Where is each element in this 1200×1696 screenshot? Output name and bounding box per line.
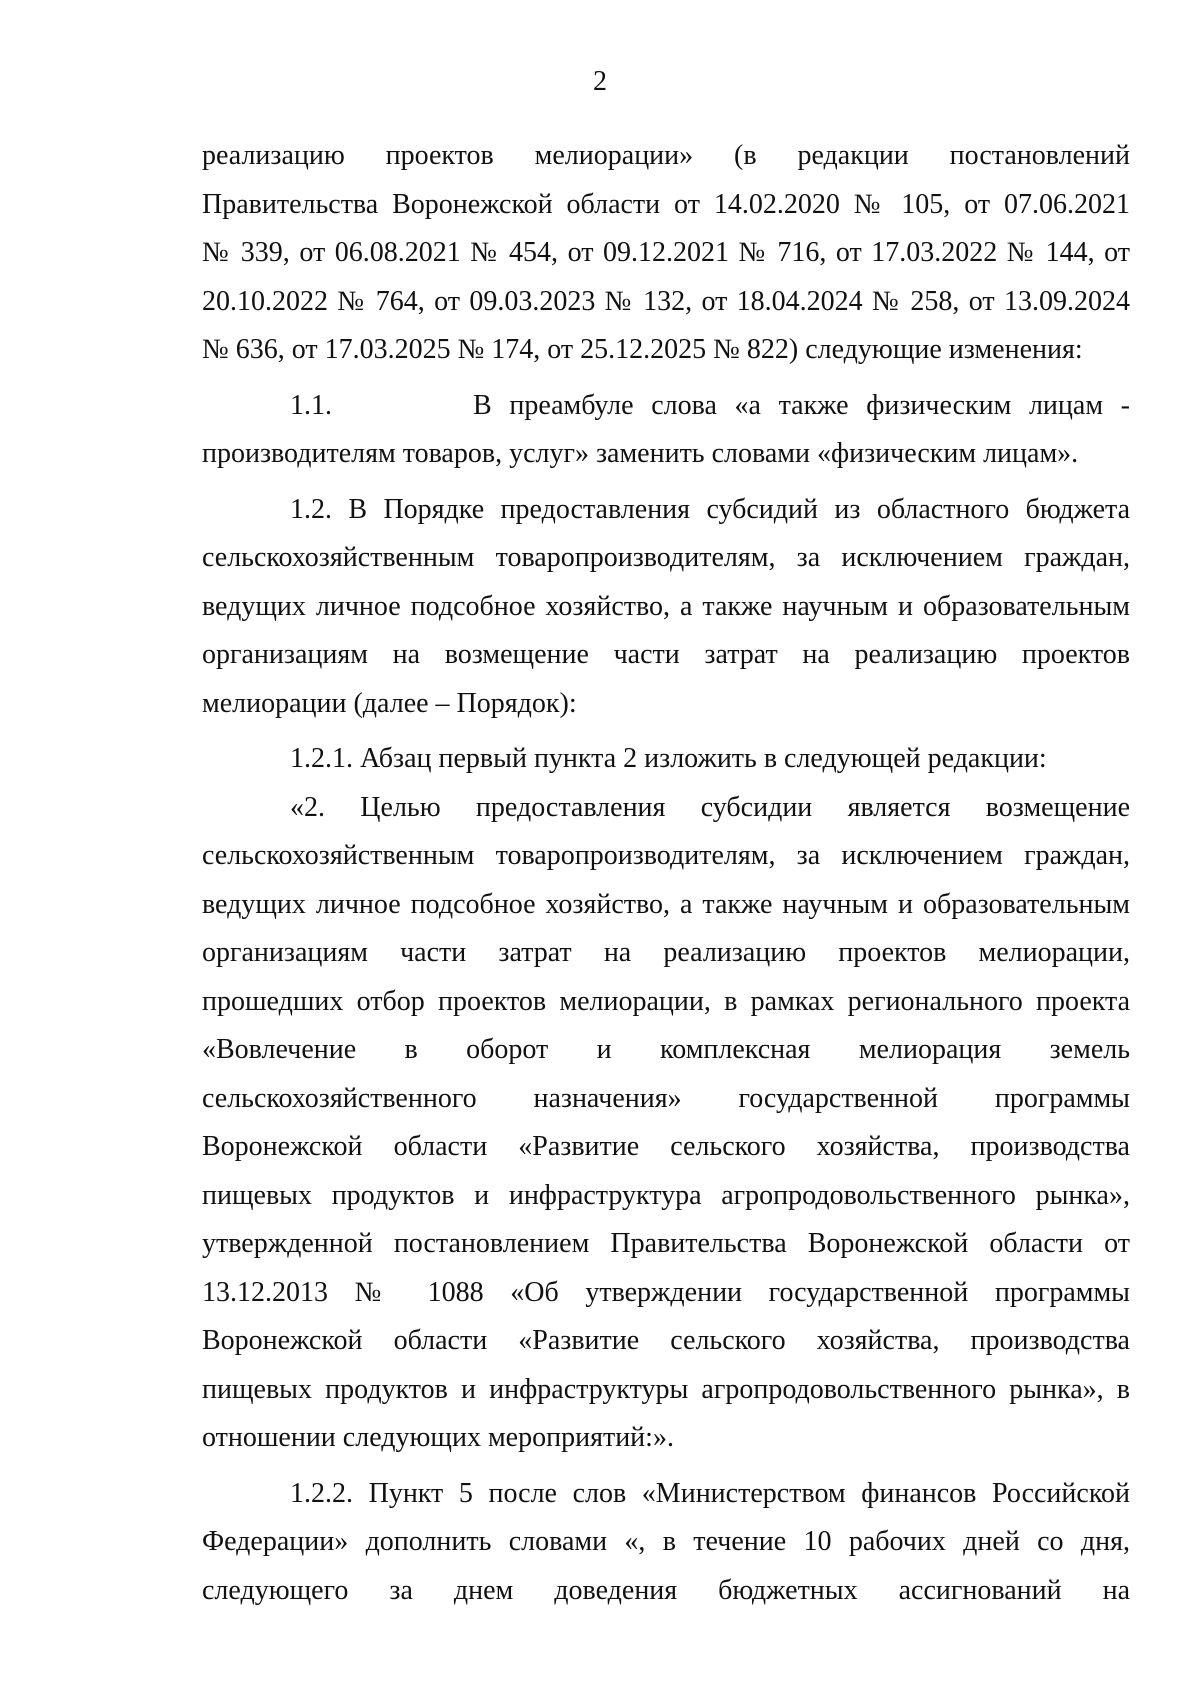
text-line: 20.10.2022 № 764, от 09.03.2023 № 132, от 18.04.2024 № 258, от 13.09.2024 <box>202 285 1130 317</box>
text-line: следующего за днем доведения бюджетных ассигнований на <box>202 1574 1130 1606</box>
text-line: пищевых продуктов и инфраструктура агропродовольственного рынка», <box>202 1179 1130 1211</box>
text-line: отношении следующих мероприятий:». <box>202 1422 674 1453</box>
text-line: Федерации» дополнить словами «, в течение 10 рабочих дней со дня, <box>202 1526 1130 1557</box>
paragraph-1-2-1 <box>202 735 1130 784</box>
text-line: сельскохозяйственного назначения» государственной программы <box>202 1082 1130 1114</box>
paragraph-1-1 <box>202 382 1130 479</box>
text-line: производителям товаров, услуг» заменить словами «физическим лицам». <box>202 438 1079 469</box>
text-line: организациям части затрат на реализацию проектов мелиорации, <box>202 937 1130 968</box>
text-line: Правительства Воронежской области от 14.02.2020 № 105, от 07.06.2021 <box>202 188 1130 220</box>
text-line: «Вовлечение в оборот и комплексная мелиорация земель <box>202 1034 1130 1065</box>
text-line: пищевых продуктов и инфраструктуры агропродовольственного рынка», в <box>202 1373 1130 1405</box>
text-line: мелиорации (далее – Порядок): <box>202 687 577 719</box>
text-line: Воронежской области «Развитие сельского хозяйства, производства <box>202 1325 1130 1356</box>
text-line: 1.2. В Порядке предоставления субсидий из областного бюджета <box>290 493 1130 525</box>
text-line: № 636, от 17.03.2025 № 174, от 25.12.2025 № 822) следующие изменения: <box>202 334 1083 365</box>
text-line: прошедших отбор проектов мелиорации, в рамках регионального проекта <box>202 985 1130 1017</box>
page-number: 2 <box>593 66 607 97</box>
text-line: ведущих личное подсобное хозяйство, а также научным и образовательным <box>202 590 1130 622</box>
paragraph-amendment-list <box>202 132 1130 375</box>
text-line: 13.12.2013 № 1088 «Об утверждении государственной программы <box>202 1276 1130 1308</box>
paragraph-1-2-2 <box>202 1470 1130 1616</box>
text-line: организациям на возмещение части затрат на реализацию проектов <box>202 639 1130 670</box>
text-line: Воронежской области «Развитие сельского хозяйства, производства <box>202 1131 1130 1162</box>
text-line: 1.1. В преамбуле слова «а также физическим лицам - <box>290 389 1130 421</box>
text-line: 1.2.1. Абзац первый пункта 2 изложить в следующей редакции: <box>290 743 1047 774</box>
text-line: сельскохозяйственным товаропроизводителям, за исключением граждан, <box>202 542 1130 573</box>
text-line: сельскохозяйственным товаропроизводителям, за исключением граждан, <box>202 840 1130 871</box>
text-line: реализацию проектов мелиорации» (в редакции постановлений <box>202 140 1130 171</box>
text-line: утвержденной постановлением Правительства Воронежской области от <box>202 1228 1130 1259</box>
paragraph-1-2 <box>202 486 1130 729</box>
text-line: «2. Целью предоставления субсидии является возмещение <box>290 791 1130 823</box>
text-line: ведущих личное подсобное хозяйство, а также научным и образовательным <box>202 888 1130 920</box>
text-line: 1.2.2. Пункт 5 после слов «Министерством финансов Российской <box>290 1477 1130 1509</box>
paragraph-quoted-point-2 <box>202 784 1130 1463</box>
text-line: № 339, от 06.08.2021 № 454, от 09.12.2021 № 716, от 17.03.2022 № 144, от <box>202 237 1130 268</box>
document-body <box>202 132 1130 1615</box>
